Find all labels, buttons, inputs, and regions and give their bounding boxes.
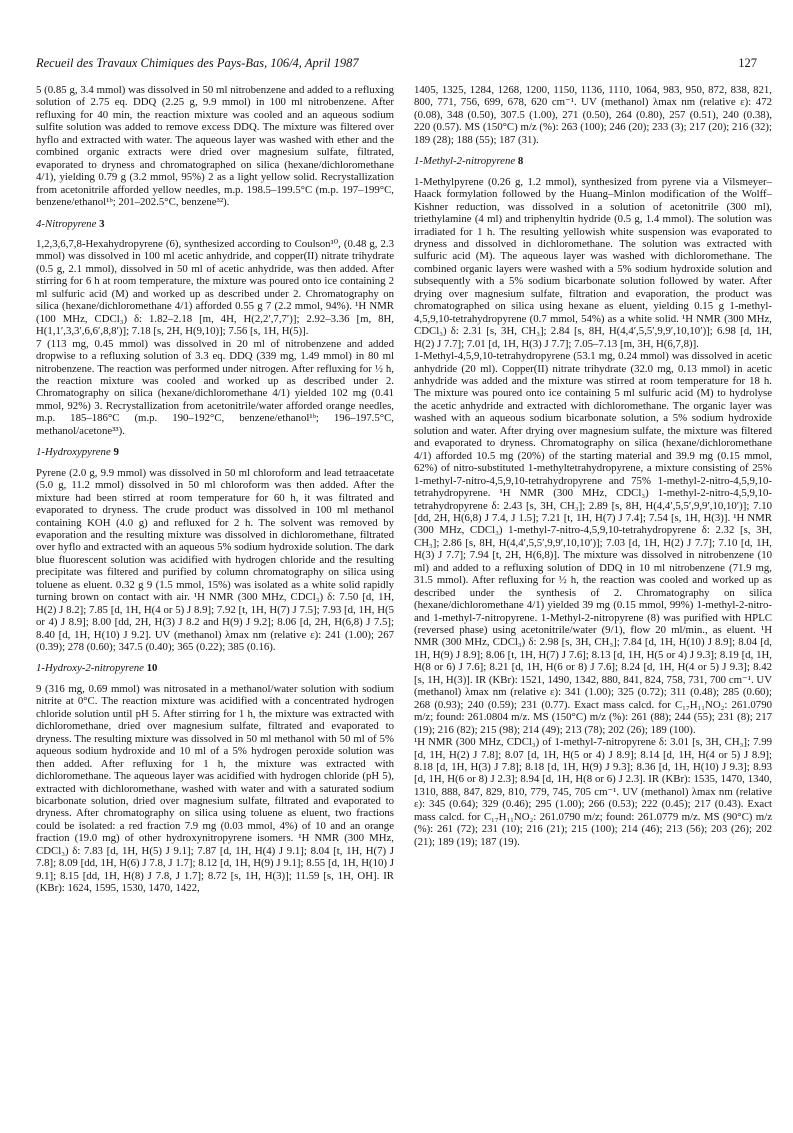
section-title: 1-Methyl-2-nitropyrene xyxy=(414,155,516,168)
paragraph: 9 (316 mg, 0.69 mmol) was nitrosated in a methanol/water solution with sodium nitrite at 0°C. The reaction mixture was acidified with a concentrated hydrogen chloride solution until pH 5. After stirring for 1 h, the mixture was extracted with dichloromethane, dried over magnesium sulfate, filtrated and evaporated to dryness. The resulting mixture was dissolved in 50 ml methanol with 50 ml of 5% aqueous sodium hydroxide and 10 ml of a 5% hydrogen peroxide solution was then added. After refluxing for 1 h, the mixture was extracted with dichloromethane. The aqueous layer was acidified with hydrogen chloride (pH 5), extracted with dichloromethane, washed with water and with a saturated sodium bicarbonate solution, dried over magnesium sulfate, filtrated and evaporated to dryness. After chromatography on silica using toluene as eluent, two fractions could be isolated: a red fraction 7.9 mg (0.03 mmol, 4%) of 10 and an orange fraction (19.0 mg) of other hydroxynitropyrene isomers. ¹H NMR (300 MHz, CDCl₃) δ: 7.83 [d, 1H, H(5) J 9.1]; 7.87 [d, 1H, H(4) J 9.1]; 8.04 [t, 1H, H(7) J 7.8]; 8.09 [dd, 1H, H(6) J 7.8, J 1.7]; 8.12 [d, 1H, H(9) J 9.1]; 8.55 [d, 1H, H(10) J 9.1]; 8.15 [dd, 1H, H(8) J 7.8, J 1.7]; 8.72 [s, 1H, H(3)]; 11.59 [s, 1H, OH]. IR (KBr): 1624, 1595, 1530, 1470, 1422, xyxy=(36,682,394,895)
continuation-paragraph: 1405, 1325, 1284, 1268, 1200, 1150, 1136, 1110, 1064, 983, 950, 872, 838, 821, 800, 771, 756, 699, 678, 620 cm⁻¹. UV (methanol) λmax nm (relative ε): 472 (0.08), 348 (0.50), 307.5 (1.00), 271 (0.50), 264 (0.80), 257 (0.51), 240 (0.38), 220 (0.57). MS (150°C) m/z (%): 263 (100); 246 (20); 233 (3); 217 (20); 216 (32); 189 (28); 188 (55); 187 (31). xyxy=(414,84,772,146)
journal-citation: Recueil des Travaux Chimiques des Pays-Bas, 106/4, April 1987 xyxy=(36,56,359,70)
section-title: 1-Hydroxypyrene xyxy=(36,446,111,459)
section-heading-1-hydroxy-2-nitropyrene xyxy=(36,662,394,674)
paragraph: ¹H NMR (300 MHz, CDCl₃) of 1-methyl-7-nitropyrene δ: 3.01 [s, 3H, CH₃]; 7.99 [d, 1H, H(2) J 7.8]; 8.07 [d, 1H, H(5 or 4) J 8.9]; 8.14 [d, 1H, H(4 or 5) J 8.9]; 8.18 [d, 1H, H(3) J 7.8]; 8.18 [d, 1H, H(9) J 9.3]; 8.36 [d, 1H, H(10) J 9.3]; 8.93 [d, 1H, H(6 or 8) J 2.3]; 8.94 [d, 1H, H(8 or 6) J 2.3]. IR (KBr): 1535, 1470, 1340, 1310, 888, 847, 829, 810, 779, 745, 705 cm⁻¹. UV (methanol) λmax nm (relative ε): 345 (0.64); 329 (0.46); 295 (1.00); 266 (0.53); 222 (0.45); 217 (0.43). Exact mass calcd. for C₁₇H₁₁NO₂: 261.0790 m/z; found: 261.0779 m/z. MS (90°C) m/z (%): 261 (72); 231 (10); 216 (21); 215 (100); 214 (46); 213 (56); 203 (26); 202 (21); 189 (19); 187 (19). xyxy=(414,736,772,848)
left-column xyxy=(36,84,394,1119)
intro-paragraph: 5 (0.85 g, 3.4 mmol) was dissolved in 50 ml nitrobenzene and added to a refluxing solution of 2.75 eq. DDQ (2.25 g, 9.9 mmol) in 100 ml nitrobenzene. After refluxing for 40 min, the reaction mixture was cooled and an aqueous sodium sulfite solution was added to remove excess DDQ. The mixture was filtered over hyflo and extracted with water. The aqueous layer was washed with ether and the combined organic extracts were dried over magnesium sulfate, filtrated, evaporated to dryness and chromatographed on silica (hexane/dichloromethane 4/1), yielding 0.79 g (3.2 mmol, 95%) 2 as a light yellow solid. Recrystallization from acetonitrile afforded yellow needles, m.p. 198.5–199.5°C (m.p. 197–199°C, benzene/ethanol¹ᵇ; 201–202.5°C, benzene³²). xyxy=(36,84,394,209)
compound-number: 3 xyxy=(99,217,105,230)
section-heading-1-methyl-2-nitropyrene xyxy=(414,155,772,167)
section-heading-4-nitropyrene xyxy=(36,218,394,230)
paragraph: 1-Methylpyrene (0.26 g, 1.2 mmol), synthesized from pyrene via a Vilsmeyer–Haack formylation followed by the Huang–Minlon modification of the Wolff–Kishner reduction, was dissolved in a solution of acetonitrile (300 ml), triethylamine (4 ml) and triphenyltin hydride (0.5 g, 1.4 mmol). The solution was irradiated for 1 h. The resulting yellowish white suspension was evaporated to dryness and dissolved in dichloromethane. The solution was extracted with sulfuric acid (M). The aqueous layer was washed with dichloromethane. The combined organic layers were washed with a 5% sodium hydroxide solution and subsequently with a 5% sodium bicarbonate solution followed by water. After drying over magnesium sulfate, filtration and evaporation, the product was chromatographed on silica using hexane as eluent, yielding 0.15 g 1-methyl-4,5,9,10-tetrahydropyrene (0.7 mmol, 54%) as a white solid. ¹H NMR (300 MHz, CDCl₃) δ: 2.31 [s, 3H, CH₃]; 2.84 [s, 8H, H(4,4′,5,5′,9,9′,10,10′)]; 6.98 [d, 1H, H(2) J 7.7]; 7.01 [d, 1H, H(3) J 7.7]; 7.05–7.13 [m, 3H, H(6,7,8)]. xyxy=(414,175,772,350)
compound-number: 8 xyxy=(517,155,524,168)
compound-number: 9 xyxy=(113,446,119,459)
compound-number: 10 xyxy=(146,662,158,675)
section-title: 1-Hydroxy-2-nitropyrene xyxy=(36,662,144,675)
right-column xyxy=(414,84,772,1119)
section-title: 4-Nitropyrene xyxy=(36,217,97,230)
running-head xyxy=(36,56,757,76)
paragraph: 7 (113 mg, 0.45 mmol) was dissolved in 20 ml of nitrobenzene and added dropwise to a refluxing solution of 3.3 eq. DDQ (339 mg, 1.49 mmol) in 80 ml nitrobenzene. The reaction was performed under nitrogen. After refluxing for ½ h, the reaction mixture was cooled and worked up as described under 2. Chromatography on silica (hexane/dichloromethane 4/1) yielded 102 mg (0.41 mmol, 92%) 3. Recrystallization from acetonitrile/water afforded orange needles, m.p. 185–186°C (m.p. 190–192°C, benzene/ethanol¹ᵇ; 196–197.5°C, methanol/acetone³³). xyxy=(36,337,394,437)
section-heading-1-hydroxypyrene xyxy=(36,446,394,458)
page-number: 127 xyxy=(738,56,757,70)
paragraph: 1-Methyl-4,5,9,10-tetrahydropyrene (53.1 mg, 0.24 mmol) was dissolved in acetic anhydride (20 ml). Copper(II) nitrate trihydrate (32.0 mg, 0.13 mmol) in acetic anhydride was added and the mixture was stirred at room temperature for 18 h. The mixture was poured onto ice containing 5 ml sulfuric acid (M) to hydrolyse the acetic anhydride and extracted with dichloromethane. The organic layer was washed with an aqueous sodium bicarbonate solution, a 5% sodium hydroxide solution and water. After drying over magnesium sulfate, the mixture was filtered and evaporated to dryness. Chromatography on silica (hexane/dichloromethane 4/1) afforded 10.5 mg (20%) of the starting material and 39.9 mg (0.15 mmol, 62%) of nitro-substituted 1-methyltetrahydropyrene, a mixture consisting of 25% 1-methyl-7-nitro-4,5,9,10-tetrahydropyrene and 75% 1-methyl-2-nitro-4,5,9,10-tetrahydropyrene. ¹H NMR (300 MHz, CDCl₃) 1-methyl-2-nitro-4,5,9,10-tetrahydropyrene δ: 2.43 [s, 3H, CH₃]; 2.89 [s, 8H, H(4,4′,5,5′,9,9′,10,10′)]; 7.10 [dd, 2H, H(6,8) J 7.4, J 1.5]; 7.21 [t, 1H, H(7) J 7.4]; 7.54 [s, 1H, H(3)]. ¹H NMR (300 MHz, CDCl₃) 1-methyl-7-nitro-4,5,9,10-tetrahydropyrene δ: 2.32 [s, 3H, CH₃]; 2.86 [s, 8H, H(4,4′,5,5′,9,9′,10,10′)]; 7.03 [d, 1H, H(2) J 7.7]; 7.10 [d, 1H, H(3) J 7.7]; 7.94 [t, 2H, H(6,8)]. The mixture was dissolved in nitrobenzene (10 ml) and added to a refluxing solution of DDQ in 10 ml nitrobenzene (71.9 mg, 31.5 mmol). After refluxing for ½ h, the reaction was cooled and worked up as described under the synthesis of 2. Chromatography on silica (hexane/dichloromethane 4/1) yielded 39 mg (0.15 mmol, 99%) 1-methyl-2-nitro- and 1-methyl-7-nitropyrene. 1-Methyl-2-nitropyrene (8) was purified with HPLC (reversed phase) using acetonitrile/water (9/1), flow 20 ml/min., as eluent. ¹H NMR (300 MHz, CDCl₃) δ: 2.98 [s, 3H, CH₃]; 7.84 [d, 1H, H(10) J 8.9]; 8.04 [d, 1H, H(9) J 8.9]; 8.06 [t, 1H, H(7) J 7.6]; 8.13 [d, 1H, H(5 or 4) J 9.3]; 8.19 [d, 1H, H(8 or 6) J 7.6]; 8.21 [d, 1H, H(6 or 8) J 7.6]; 8.24 [d, 1H, H(4 or 5) J 9.3]; 8.42 [s, 1H, H(3)]. IR (KBr): 1521, 1490, 1342, 880, 841, 824, 758, 731, 700 cm⁻¹. UV (methanol) λmax nm (relative ε): 341 (1.00); 325 (0.72); 311 (0.48); 285 (0.60); 268 (0.93); 240 (0.59); 231 (0.77). Exact mass calcd. for C₁₇H₁₁NO₂: 261.0790 m/z; found: 261.0804 m/z. MS (150°C) m/z (%): 261 (88); 244 (55); 231 (8); 217 (19); 216 (82); 215 (98); 214 (49); 213 (78); 202 (26); 189 (100). xyxy=(414,350,772,736)
paragraph: Pyrene (2.0 g, 9.9 mmol) was dissolved in 50 ml chloroform and lead tetraacetate (5.0 g, 11.2 mmol) dissolved in 50 ml chloroform was then added. After the mixture had been stirred at room temperature for 60 h, it was filtrated and evaporated to dryness. The crude product was dissolved in 100 ml methanol containing KOH (4.0 g) and refluxed for 2 h. The solvent was removed by evaporation and the resulting mixture was dissolved in dichloromethane, filtrated over hyflo and extracted with an aqueous 5% sodium hydroxide solution. The dark blue fluorescent solution was acidified with hydrogen chloride and the resulting precipitate was filtered and purified by column chromatography on silica using toluene as eluent. 0.32 g 9 (1.5 mmol, 15%) was isolated as a white solid rapidly turning brown on contact with air. ¹H NMR (300 MHz, CDCl₃) δ: 7.50 [d, 1H, H(2) J 8.2]; 7.85 [d, 1H, H(4 or 5) J 8.9]; 7.92 [t, 1H, H(7) J 7.5]; 7.93 [d, 1H, H(5 or 4) J 8.9]; 8.00 [dd, 2H, H(3) J 8.2 and H(9) J 9.2]; 8.06 [d, 2H, H(6,8) J 7.5]; 8.40 [d, 1H, H(10) J 9.2]. UV (methanol) λmax nm (relative ε): 241 (1.00); 267 (0.39); 278 (0.60); 347.5 (0.40); 365 (0.22); 385 (0.16). xyxy=(36,466,394,654)
paragraph: 1,2,3,6,7,8-Hexahydropyrene (6), synthesized according to Coulson¹⁰, (0.48 g, 2.3 mmol) was dissolved in 100 ml acetic anhydride, and copper(II) nitrate trihydrate (0.5 g, 2.1 mmol), dissolved in 50 ml of acetic anhydride, was then added. After stirring for 6 h at room temperature, the mixture was poured onto ice containing 2 ml sulfuric acid (M) and worked up as described under 2. Chromatography on silica (hexane/dichloromethane 4/1) afforded 0.55 g 7 (2.2 mmol, 94%). ¹H NMR (100 MHz, CDCl₃) δ: 1.82–2.18 [m, 4H, H(2,2′,7,7′)]; 2.92–3.36 [m, 8H, H(1,1′,3,3′,6,6′,8,8′)]; 7.18 [s, 2H, H(9,10)]; 7.56 [s, 1H, H(5)]. xyxy=(36,237,394,338)
